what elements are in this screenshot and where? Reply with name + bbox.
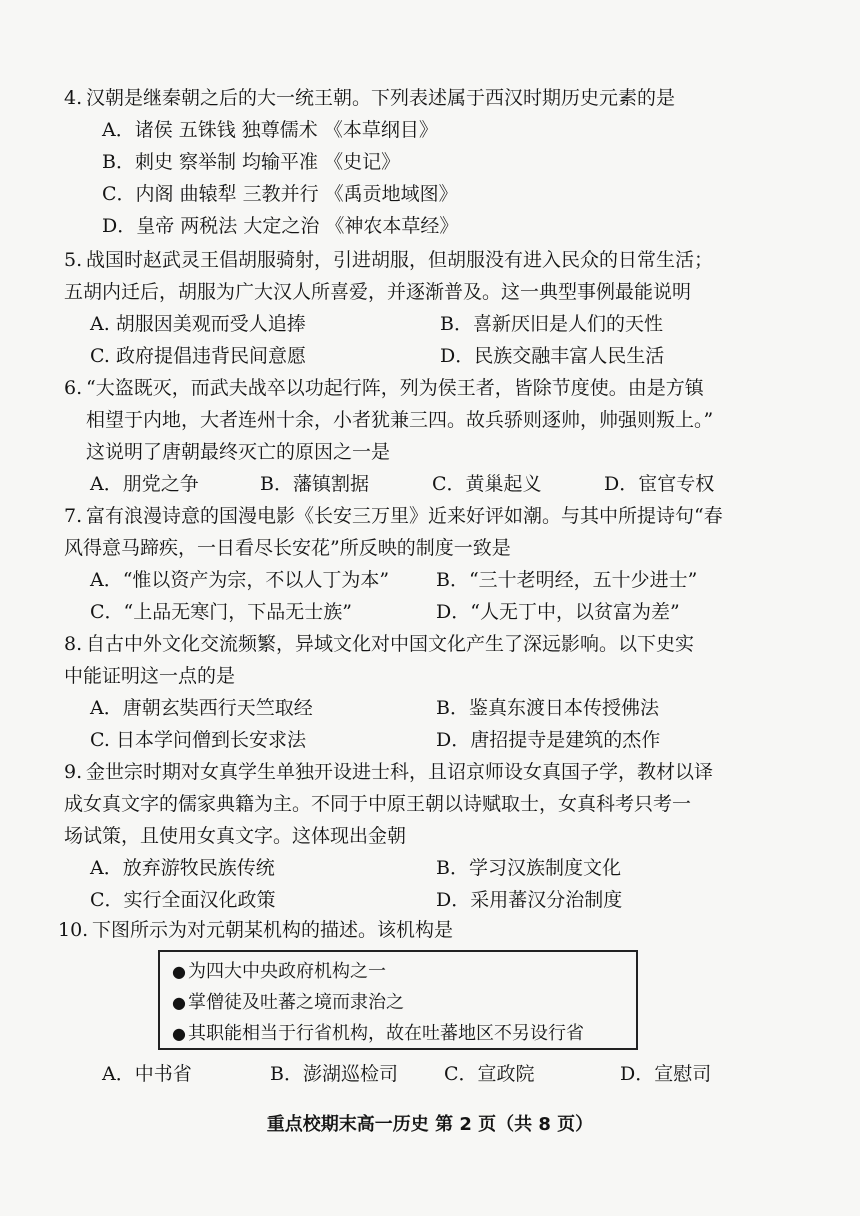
option-a: A．放弃游牧民族传统: [90, 857, 275, 879]
box-line: [172, 987, 624, 1018]
question-10-options: [64, 1058, 844, 1090]
box-line-text: 为四大中央政府机构之一: [187, 961, 386, 982]
option-b: B．澎湖巡检司: [270, 1063, 398, 1085]
option-a: A．诸侯 五铢钱 独尊儒术 《本草纲目》: [102, 119, 438, 141]
question-number: 8.: [64, 633, 83, 655]
question-5: [64, 244, 844, 372]
question-8: [64, 628, 844, 756]
option-a: A．朋党之争: [90, 473, 199, 495]
question-4: [64, 82, 844, 242]
question-number: 10.: [58, 919, 89, 941]
option-b: B．“三十老明经，五十少进士”: [436, 569, 698, 591]
option-c: C. 日本学问僧到长安求法: [90, 729, 306, 751]
question-6: [64, 372, 844, 500]
option-d: D．采用蕃汉分治制度: [436, 889, 623, 911]
question-text: 中能证明这一点的是: [64, 665, 236, 687]
question-text: 自古中外文化交流频繁，异域文化对中国文化产生了深远影响。以下史实: [86, 633, 695, 655]
question-number: 6.: [64, 377, 83, 399]
question-number: 7.: [64, 505, 83, 527]
option-d: D．民族交融丰富人民生活: [440, 345, 665, 367]
box-line-text: 其职能相当于行省机构，故在吐蕃地区不另设行省: [187, 1023, 584, 1044]
question-7: [64, 500, 844, 628]
question-number: 9.: [64, 761, 83, 783]
option-c: C．实行全面汉化政策: [90, 889, 276, 911]
question-text: 这说明了唐朝最终灭亡的原因之一是: [86, 441, 391, 463]
description-box: [158, 950, 638, 1050]
question-number: 4.: [64, 87, 83, 109]
question-number: 5.: [64, 249, 83, 271]
option-a: A．“惟以资产为宗，不以人丁为本”: [90, 569, 390, 591]
question-text: 成女真文字的儒家典籍为主。不同于中原王朝以诗赋取士，女真科考只考一: [64, 793, 692, 815]
option-b: B．鉴真东渡日本传授佛法: [436, 697, 659, 719]
bullet-icon: ●: [172, 1024, 186, 1043]
question-text: “大盗既灭，而武夫战卒以功起行阵，列为侯王者，皆除节度使。由是方镇: [86, 377, 704, 399]
option-b: B．喜新厌旧是人们的天性: [440, 313, 663, 335]
option-a: A．唐朝玄奘西行天竺取经: [90, 697, 313, 719]
option-d: D．“人无丁中，以贫富为差”: [436, 601, 680, 623]
question-text: 金世宗时期对女真学生单独开设进士科，且诏京师设女真国子学，教材以译: [86, 761, 714, 783]
page-footer: 重点校期末高一历史 第 2 页（共 8 页）: [266, 1114, 594, 1135]
question-text: 战国时赵武灵王倡胡服骑射，引进胡服，但胡服没有进入民众的日常生活；: [86, 249, 714, 271]
option-b: B．刺史 察举制 均输平准 《史记》: [102, 151, 401, 173]
option-d: D．皇帝 两税法 大定之治 《神农本草经》: [102, 215, 459, 237]
option-c: C. 政府提倡违背民间意愿: [90, 345, 306, 367]
bullet-icon: ●: [172, 962, 186, 981]
question-10: [58, 914, 838, 946]
option-c: C．黄巢起义: [432, 473, 542, 495]
option-a: A. 胡服因美观而受人追捧: [90, 313, 306, 335]
bullet-icon: ●: [172, 993, 186, 1012]
option-a: A．中书省: [102, 1063, 192, 1085]
option-c: C．内阁 曲辕犁 三教并行 《禹贡地域图》: [102, 183, 458, 205]
question-text: 富有浪漫诗意的国漫电影《长安三万里》近来好评如潮。与其中所提诗句“春: [86, 505, 723, 527]
box-line: [172, 956, 624, 987]
option-c: C．“上品无寒门，下品无士族”: [90, 601, 352, 623]
question-text: 下图所示为对元朝某机构的描述。该机构是: [92, 919, 454, 941]
box-line: [172, 1018, 624, 1049]
question-text: 风得意马蹄疾，一日看尽长安花”所反映的制度一致是: [64, 537, 511, 559]
option-c: C．宣政院: [444, 1063, 535, 1085]
option-b: B．藩镇割据: [260, 473, 369, 495]
option-d: D．宦官专权: [604, 473, 715, 495]
question-9: [64, 756, 844, 916]
question-text: 五胡内迁后，胡服为广大汉人所喜爱，并逐渐普及。这一典型事例最能说明: [64, 281, 692, 303]
option-d: D．唐招提寺是建筑的杰作: [436, 729, 661, 751]
option-d: D．宣慰司: [620, 1063, 712, 1085]
question-text: 场试策，且使用女真文字。这体现出金朝: [64, 825, 407, 847]
box-line-text: 掌僧徒及吐蕃之境而隶治之: [187, 992, 404, 1013]
option-b: B．学习汉族制度文化: [436, 857, 621, 879]
question-text: 汉朝是继秦朝之后的大一统王朝。下列表述属于西汉时期历史元素的是: [86, 87, 676, 109]
question-text: 相望于内地，大者连州十余，小者犹兼三四。故兵骄则逐帅，帅强则叛上。”: [86, 409, 714, 431]
